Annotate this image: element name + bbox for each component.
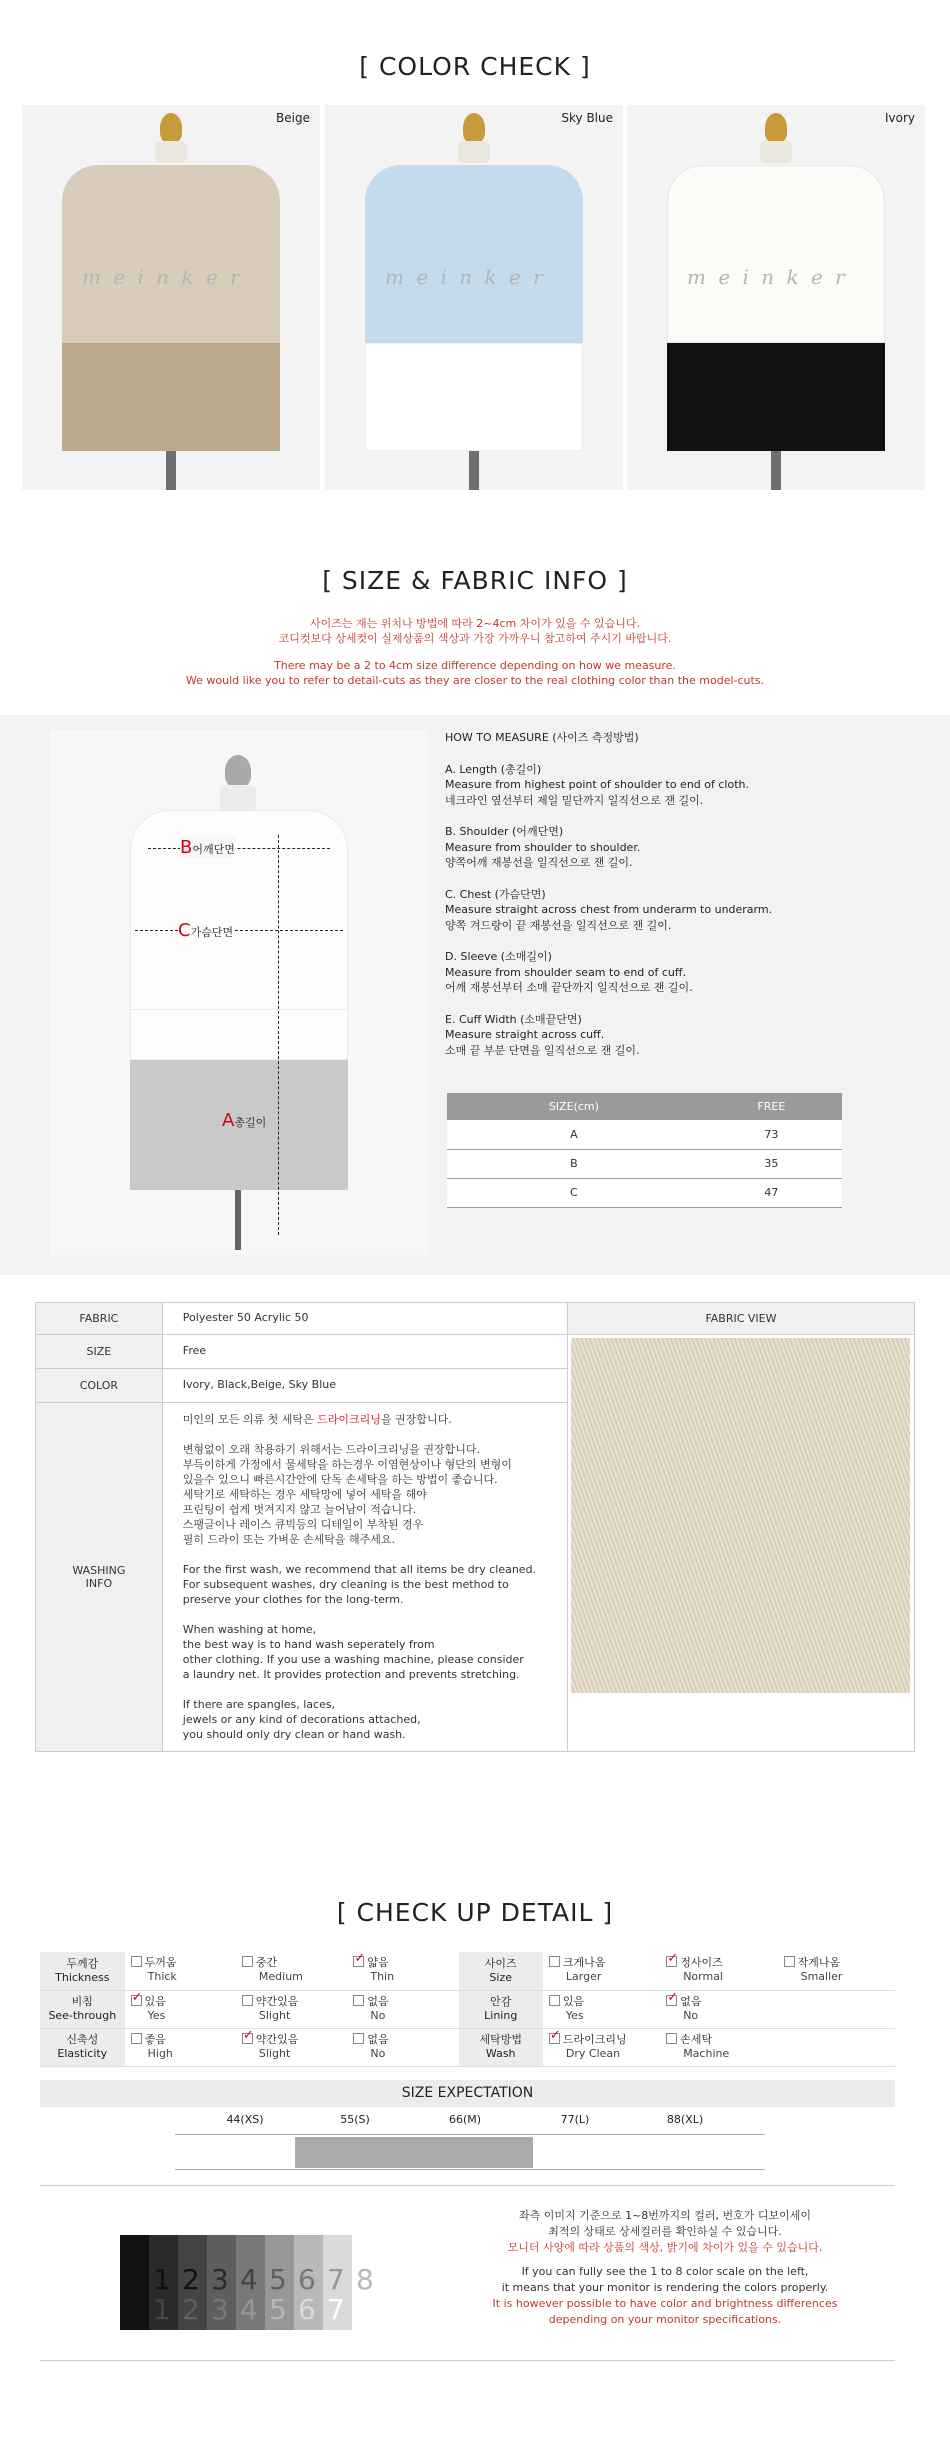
- monitor-ko-red: 모니터 사양에 따라 상품의 색상, 밝기에 차이가 있을 수 있습니다.: [507, 2241, 823, 2254]
- scale-digit: 5: [269, 2263, 287, 2296]
- category-en: See-through: [48, 2009, 117, 2022]
- scale-digit: 6: [298, 2293, 316, 2326]
- empty-cell: [778, 2028, 895, 2066]
- watermark: m e i n k e r: [82, 265, 243, 289]
- fabric-info-table: [35, 1302, 915, 1752]
- empty-cell: [778, 1990, 895, 2028]
- measure-item-title: C. Chest (가슴단면): [445, 887, 546, 901]
- size-cell: 35: [701, 1149, 842, 1178]
- option-ko-label: 있음: [144, 1994, 166, 2008]
- measure-photo: [50, 730, 428, 1255]
- washing-line: 스팽글이나 레이스 큐빅등의 디테일이 부착된 경우: [182, 1518, 424, 1531]
- option-ko-label: 두꺼움: [144, 1956, 177, 1969]
- option-en-label: High: [147, 2046, 173, 2060]
- check-option[interactable]: [660, 2028, 777, 2066]
- monitor-notice: [430, 2208, 900, 2328]
- mannequin-neck: [155, 141, 187, 163]
- option-ko-label: 크게나옴: [562, 1956, 606, 1969]
- size-cell: B: [447, 1149, 701, 1178]
- washing-paragraph: [183, 1622, 547, 1682]
- measure-panel: [0, 715, 950, 1275]
- size-scale-label: 55(S): [340, 2113, 370, 2126]
- scale-digit: 3: [211, 2263, 229, 2296]
- option-en-label: Slight: [258, 2046, 291, 2060]
- check-option[interactable]: [236, 2028, 347, 2066]
- monitor-en-red: It is however possible to have color and brightness differences: [492, 2297, 838, 2310]
- fabric-texture: [571, 1338, 910, 1693]
- measure-item-ko: 네크라인 옆선부터 제일 밑단까지 일직선으로 잰 길이.: [445, 793, 704, 807]
- measure-item: [445, 887, 915, 934]
- garment-bottom: [365, 343, 583, 451]
- checkbox-icon[interactable]: [666, 1995, 677, 2006]
- washing-line: 부득이하게 가정에서 물세탁을 하는경우 이염현상이나 형단의 변형이: [182, 1458, 512, 1471]
- option-ko: [549, 1995, 660, 2009]
- category-en: Elasticity: [57, 2047, 108, 2060]
- size-cell: 47: [701, 1178, 842, 1207]
- check-category: [459, 2028, 543, 2066]
- option-ko-label: 중간: [255, 1956, 278, 1969]
- size-fabric-title: [ SIZE & FABRIC INFO ]: [322, 566, 628, 595]
- mannequin-knob: [160, 113, 182, 143]
- option-ko-label: 있음: [562, 1994, 585, 2008]
- watermark: m e i n k e r: [385, 265, 546, 289]
- fabric-label: FABRIC: [36, 1303, 163, 1335]
- measure-item: [445, 824, 915, 871]
- check-option[interactable]: [660, 1990, 777, 2028]
- option-ko-label: 손세탁: [680, 2032, 713, 2046]
- scale-digit: 5: [269, 2293, 287, 2326]
- option-ko-label: 작게나옴: [797, 1956, 841, 1969]
- washing-paragraph: [183, 1562, 547, 1607]
- check-option[interactable]: [543, 1990, 660, 2028]
- size-expectation-header: SIZE EXPECTATION: [40, 2080, 895, 2107]
- category-en: Thickness: [55, 1970, 110, 1984]
- check-option[interactable]: [125, 1952, 236, 1990]
- marker-b: B어깨단면: [180, 837, 235, 858]
- scale-digit: 1: [153, 2263, 171, 2296]
- category-ko: 두께감: [66, 1956, 99, 1970]
- option-en-label: Dry Clean: [565, 2046, 621, 2060]
- category-en: Wash: [485, 2047, 516, 2060]
- checkbox-icon[interactable]: [549, 1995, 560, 2006]
- option-ko: [353, 2033, 458, 2047]
- option-ko-label: 약간있음: [255, 1994, 299, 2008]
- measure-item-en: Measure straight across cuff.: [445, 1028, 605, 1041]
- option-ko: [353, 1956, 458, 1970]
- how-to-title: HOW TO MEASURE (사이즈 측정방법): [445, 731, 639, 744]
- washing-line: jewels or any kind of decorations attached,: [182, 1713, 421, 1726]
- option-ko: [666, 1956, 777, 1970]
- scale-digit: 8: [356, 2263, 374, 2296]
- option-en-label: Machine: [683, 2046, 730, 2060]
- notice-ko-2: 코디컷보다 상세컷이 실제상품의 색상과 가장 가까우니 참고하여 주시기 바랍니다.: [278, 632, 672, 645]
- measure-item: [445, 762, 915, 809]
- color-label: COLOR: [36, 1369, 163, 1403]
- scale-digit: 4: [240, 2263, 258, 2296]
- checkbox-icon[interactable]: [242, 2033, 253, 2044]
- option-ko-label: 없음: [680, 1994, 702, 2008]
- fabric-swatch-cell: [567, 1335, 914, 1752]
- notice-en-2: We would like you to refer to detail-cuts as they are closer to the real clothing color than the model-cuts.: [185, 674, 765, 687]
- garment-top: [62, 165, 280, 343]
- measure-item-en: Measure from shoulder seam to end of cuff.: [445, 965, 686, 979]
- mannequin-knob: [765, 113, 787, 143]
- measure-item-title: D. Sleeve (소매길이): [445, 950, 552, 963]
- washing-line: 프린팅이 쉽게 벗겨지지 않고 늘어남이 적습니다.: [182, 1503, 417, 1516]
- option-ko-label: 정사이즈: [680, 1956, 723, 1969]
- washing-paragraph: [183, 1442, 547, 1547]
- size-cell: 73: [701, 1120, 842, 1149]
- check-category: [459, 1990, 543, 2028]
- option-en-label: Smaller: [800, 1970, 843, 1983]
- color-label: Beige: [276, 111, 310, 125]
- check-option[interactable]: [660, 1952, 777, 1990]
- measure-item-en: Measure straight across chest from underarm to underarm.: [445, 903, 773, 916]
- size-label: SIZE: [36, 1335, 163, 1369]
- size-row: [447, 1178, 842, 1207]
- washing-line: 있을수 있으니 빠른시간안에 단독 손세탁을 하는 방법이 좋습니다.: [182, 1473, 498, 1486]
- measure-item-ko: 양쪽어깨 재봉선을 일직선으로 잰 길이.: [445, 856, 633, 869]
- option-ko: [353, 1995, 458, 2009]
- size-cell: C: [447, 1178, 701, 1207]
- garment-top: [365, 165, 583, 343]
- size-value: Free: [162, 1335, 567, 1369]
- washing-line: you should only dry clean or hand wash.: [182, 1728, 406, 1741]
- size-scale: [175, 2113, 765, 2173]
- color-scale-step: [149, 2235, 178, 2330]
- size-row: [447, 1120, 842, 1149]
- washing-line: the best way is to hand wash seperately from: [182, 1638, 435, 1651]
- measure-item-en: Measure from highest point of shoulder to end of cloth.: [445, 778, 749, 791]
- checkbox-icon[interactable]: [353, 1995, 364, 2006]
- option-en-label: Thick: [147, 1970, 177, 1983]
- fabric-value: Polyester 50 Acrylic 50: [162, 1303, 567, 1335]
- monitor-en: If you can fully see the 1 to 8 color scale on the left,: [521, 2265, 809, 2278]
- washing-line: preserve your clothes for the long-term.: [182, 1593, 404, 1606]
- option-en-label: No: [370, 2008, 386, 2022]
- washing-paragraph: [183, 1697, 547, 1742]
- check-option[interactable]: [347, 1952, 458, 1990]
- option-ko-label: 없음: [367, 1994, 389, 2008]
- scale-digit: 7: [327, 2263, 345, 2296]
- option-en-label: Normal: [683, 1970, 723, 1983]
- option-en-label: No: [683, 2008, 699, 2022]
- size-table: [447, 1093, 842, 1208]
- option-ko-label: 약간있음: [255, 2032, 299, 2046]
- size-col-header: SIZE(cm): [447, 1093, 701, 1120]
- checkbox-icon[interactable]: [784, 1956, 795, 1967]
- color-scale-step: [236, 2235, 265, 2330]
- option-en-label: Yes: [565, 2008, 584, 2022]
- option-ko-label: 드라이크리닝: [562, 2032, 627, 2046]
- washing-line: other clothing. If you use a washing machine, please consider: [182, 1653, 524, 1666]
- option-ko: [666, 1995, 777, 2009]
- washing-line: a laundry net. It provides protection and prevents stretching.: [182, 1668, 520, 1681]
- category-ko: 세탁방법: [479, 2033, 522, 2046]
- option-ko: [666, 2033, 777, 2047]
- scale-digit: 2: [182, 2293, 200, 2326]
- mannequin-neck: [458, 141, 490, 163]
- color-scale-step: [207, 2235, 236, 2330]
- check-option[interactable]: [236, 1952, 347, 1990]
- fabric-view-label: FABRIC VIEW: [567, 1303, 914, 1335]
- check-category: [40, 2028, 125, 2066]
- category-ko: 비침: [71, 1995, 93, 2008]
- option-ko: [242, 1956, 347, 1970]
- check-option[interactable]: [236, 1990, 347, 2028]
- free-col-header: FREE: [701, 1093, 842, 1120]
- washing-line: 필히 드라이 또는 가벼운 손세탁을 해주세요.: [182, 1533, 396, 1546]
- color-scale-swatches: [120, 2235, 390, 2330]
- mannequin-neck: [760, 141, 792, 163]
- washing-line: When washing at home,: [182, 1623, 317, 1636]
- garment-top: [667, 165, 885, 343]
- check-option[interactable]: [125, 1990, 236, 2028]
- size-scale-label: 77(L): [560, 2113, 590, 2126]
- measure-item-ko: 어깨 재봉선부터 소매 끝단까지 일직선으로 잰 길이.: [445, 981, 693, 994]
- washing-line: For subsequent washes, dry cleaning is the best method to: [182, 1578, 509, 1591]
- size-row: [447, 1149, 842, 1178]
- option-en-label: Larger: [565, 1970, 602, 1983]
- watermark: m e i n k e r: [687, 265, 848, 289]
- check-option[interactable]: [778, 1952, 895, 1990]
- color-scale-step: [352, 2235, 381, 2330]
- check-category: [40, 1952, 125, 1990]
- checkbox-icon[interactable]: [666, 1956, 677, 1967]
- option-en-label: Slight: [258, 2008, 291, 2022]
- check-category: [40, 1990, 125, 2028]
- measure-item-title: A. Length (총길이): [445, 762, 542, 776]
- check-option[interactable]: [347, 2028, 458, 2066]
- mannequin-knob: [463, 113, 485, 143]
- monitor-en: it means that your monitor is rendering the colors properly.: [501, 2281, 829, 2294]
- option-en-label: Medium: [258, 1970, 303, 1983]
- option-ko: [131, 1956, 236, 1970]
- washing-text: 미인의 모든 의류 첫 세탁은 드라이크리닝을 권장합니다. 변형없이 오래 착용하기 위해서는 드라이크리닝을 권장합니다. 부득이하게 가정에서 물세탁을 하는경우 이염현상이나 형단의 변형이 있을수 있으니 빠른시간안에 단독 손세탁을 하는 방법이 좋습니다. 세탁기로 세탁하는 경우 세탁망에 넣어 세탁을 해야 프린팅이 쉽게 벗겨지지 않고 늘어남이 적습니다. 스팽글이나 레이스 큐빅등의 디테일이 부착된 경우 필히 드라이 또는 가벼운 손세탁을 해주세요. For the first wash, we recommend that all items be dry cleaned. For subsequent washes, dry cleaning is the best method to preserve your clothes for the long-term. When washing at home, the best way is to hand wash seperately from other clothing. If you use a washing machine, please consider a laundry net. It provides protection and prevents stretching. If there are spangles, laces, jewels or any kind of decorations attached, you should only dry clean or hand wash.: [162, 1403, 567, 1752]
- scale-digit: 4: [240, 2293, 258, 2326]
- option-ko-label: 좋음: [144, 2032, 166, 2046]
- category-en: Lining: [484, 2009, 518, 2022]
- washing-line: 변형없이 오래 착용하기 위해서는 드라이크리닝을 권장합니다.: [182, 1443, 481, 1456]
- washing-line: If there are spangles, laces,: [182, 1698, 336, 1711]
- monitor-ko: 최적의 상태로 상세컬러를 확인하실 수 있습니다.: [548, 2225, 782, 2238]
- scale-digit: 6: [298, 2263, 316, 2296]
- scale-digit: 2: [182, 2263, 200, 2296]
- marker-a: A총길이: [222, 1110, 267, 1131]
- measure-guide: [445, 730, 915, 1058]
- size-cell: A: [447, 1120, 701, 1149]
- size-range-bar: [295, 2137, 533, 2168]
- color-check-title: [ COLOR CHECK ]: [359, 52, 591, 81]
- washing-line: For the first wash, we recommend that all items be dry cleaned.: [182, 1563, 537, 1576]
- measure-item: [445, 949, 915, 996]
- checkbox-icon[interactable]: [131, 1956, 142, 1967]
- check-title: [ CHECK UP DETAIL ]: [336, 1898, 614, 1927]
- garment-bottom: [62, 343, 280, 451]
- color-label: Ivory: [884, 111, 915, 125]
- color-photo-0: [22, 105, 320, 490]
- color-photo-1: [325, 105, 623, 490]
- measure-item-ko: 양쪽 겨드랑이 끝 재봉선을 일직선으로 잰 길이.: [445, 918, 672, 932]
- checkbox-icon[interactable]: [353, 1956, 364, 1967]
- category-ko: 신축성: [66, 2033, 99, 2046]
- checkbox-icon[interactable]: [353, 2033, 364, 2044]
- option-en-label: No: [370, 2046, 386, 2060]
- checkbox-icon[interactable]: [242, 1995, 253, 2006]
- checkbox-icon[interactable]: [131, 1995, 142, 2006]
- check-option[interactable]: [543, 2028, 660, 2066]
- check-table: [40, 1952, 895, 2067]
- check-option[interactable]: [543, 1952, 660, 1990]
- color-label: Sky Blue: [561, 111, 613, 125]
- check-row: [40, 2028, 895, 2066]
- check-row: [40, 1952, 895, 1990]
- measure-item-title: B. Shoulder (어깨단면): [445, 825, 564, 838]
- color-scale-step: [323, 2235, 352, 2330]
- color-scale-step: [294, 2235, 323, 2330]
- option-ko: [549, 2033, 660, 2047]
- check-option[interactable]: [125, 2028, 236, 2066]
- marker-c: C가슴단면: [178, 920, 234, 941]
- checkbox-icon[interactable]: [242, 1956, 253, 1967]
- option-en-label: Yes: [147, 2008, 166, 2022]
- option-ko: [242, 1995, 347, 2009]
- option-ko-label: 없음: [367, 2032, 389, 2046]
- color-photo-2: [627, 105, 925, 490]
- scale-digit: 7: [327, 2293, 345, 2326]
- scale-digit: 3: [211, 2293, 229, 2326]
- option-ko: [131, 1995, 236, 2009]
- measure-item-ko: 소매 끝 부분 단면을 일직선으로 잰 길이.: [445, 1043, 640, 1057]
- washing-label: WASHING INFO: [36, 1403, 163, 1752]
- option-ko-label: 얇음: [367, 1956, 389, 1969]
- measure-item-title: E. Cuff Width (소매끝단면): [445, 1012, 582, 1026]
- color-scale-step: [265, 2235, 294, 2330]
- color-scale-step: [178, 2235, 207, 2330]
- washing-line: 세탁기로 세탁하는 경우 세탁망에 넣어 세탁을 해야: [182, 1488, 427, 1501]
- checkbox-icon[interactable]: [549, 2033, 560, 2044]
- category-ko: 사이즈: [484, 1956, 517, 1970]
- size-scale-label: 88(XL): [666, 2113, 704, 2126]
- check-option[interactable]: [347, 1990, 458, 2028]
- size-scale-label: 66(M): [448, 2113, 482, 2126]
- option-en-label: Thin: [370, 1970, 395, 1983]
- option-ko: [242, 2033, 347, 2047]
- option-ko: [784, 1956, 895, 1970]
- monitor-en-red: depending on your monitor specifications.: [548, 2313, 782, 2326]
- garment-bottom: [667, 343, 885, 451]
- check-category: [459, 1952, 543, 1990]
- option-ko: [131, 2033, 236, 2047]
- notice-en-1: There may be a 2 to 4cm size difference depending on how we measure.: [274, 659, 676, 672]
- monitor-ko: 좌측 이미지 기준으로 1~8번까지의 컬러, 번호가 디보이세이: [518, 2209, 812, 2222]
- measure-item-en: Measure from shoulder to shoulder.: [445, 840, 641, 854]
- color-scale-step: [120, 2235, 149, 2330]
- category-en: Size: [489, 1970, 513, 1984]
- checkbox-icon[interactable]: [549, 1956, 560, 1967]
- size-scale-label: 44(XS): [226, 2113, 264, 2126]
- checkbox-icon[interactable]: [131, 2033, 142, 2044]
- color-value: Ivory, Black,Beige, Sky Blue: [162, 1369, 567, 1403]
- scale-digit: 8: [356, 2293, 374, 2326]
- option-ko: [549, 1956, 660, 1970]
- notice-ko-1: 사이즈는 재는 위치나 방법에 따라 2~4cm 차이가 있을 수 있습니다.: [310, 617, 640, 630]
- category-ko: 안감: [490, 1995, 512, 2008]
- checkbox-icon[interactable]: [666, 2033, 677, 2044]
- measure-item: [445, 1012, 915, 1059]
- check-row: [40, 1990, 895, 2028]
- scale-digit: 1: [153, 2293, 171, 2326]
